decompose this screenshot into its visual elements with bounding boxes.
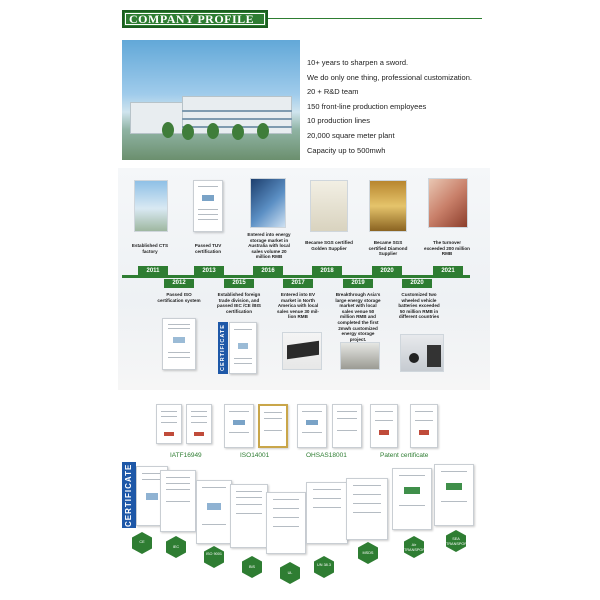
tree bbox=[232, 124, 244, 140]
year-label: 2015 bbox=[224, 279, 254, 288]
year-label: 2018 bbox=[312, 266, 342, 276]
badge-label: CE bbox=[139, 540, 145, 544]
timeline-cert-tuv bbox=[193, 180, 223, 232]
timeline-text: The turnover exceeded 200 million RMB bbox=[424, 240, 470, 257]
timeline-text: Breakthrough Asia's large energy storage market with local sales venue 50 million RMB and completed the first 2mwh customized energy storage project. bbox=[335, 292, 381, 342]
timeline-photo-growth bbox=[428, 178, 468, 228]
cert-bis bbox=[230, 484, 268, 548]
certificate-ohsas-1 bbox=[297, 404, 327, 448]
section-header bbox=[122, 10, 482, 28]
certificate-iatf-2 bbox=[186, 404, 212, 444]
building-window-row bbox=[182, 118, 292, 120]
cert-un383 bbox=[306, 482, 348, 544]
certificate-iso14001-1 bbox=[224, 404, 254, 448]
profile-line: Capacity up to 500mwh bbox=[307, 145, 386, 155]
timeline-text: Entered into EV market in North America with local sales venue 30 mil-lion RMB bbox=[277, 292, 319, 320]
profile-line: 10 production lines bbox=[307, 116, 370, 126]
cert-air-transport bbox=[392, 468, 432, 530]
profile-line: We do only one thing, professional customization. bbox=[307, 72, 472, 82]
building-window-row bbox=[182, 110, 292, 112]
tree bbox=[182, 124, 194, 140]
certificate-tag: CERTIFICATE bbox=[122, 462, 136, 528]
timeline-text: Became SGS certified Diamond Supplier bbox=[368, 240, 408, 257]
badge-label: SEA TRANSPORT bbox=[446, 537, 470, 546]
timeline-text: Entered into energy storage market in Australia with local sales volume 20 million RMB bbox=[247, 232, 291, 260]
timeline-text: Established CTS factory bbox=[131, 243, 169, 254]
year-label: 2012 bbox=[164, 279, 194, 288]
profile-line: 10+ years to sharpen a sword. bbox=[307, 58, 409, 67]
certificate-ohsas-2 bbox=[332, 404, 362, 448]
profile-line: 150 front-line production employees bbox=[307, 101, 427, 111]
profile-line: 20,000 square meter plant bbox=[307, 130, 395, 140]
timeline-cert-sgs-diamond bbox=[369, 180, 407, 232]
certificate-label: ISO14001 bbox=[240, 452, 270, 459]
badge-label: UN 38.3 bbox=[317, 563, 331, 567]
certificate-patent-1 bbox=[370, 404, 398, 448]
year-label: 2016 bbox=[253, 266, 283, 276]
timeline-photo-scooter bbox=[400, 334, 444, 372]
page-title: COMPANY PROFILE bbox=[129, 12, 255, 26]
badge-label: IEC bbox=[172, 545, 180, 549]
badge-label: Air TRANSPORT bbox=[404, 543, 428, 552]
timeline-bar bbox=[122, 275, 470, 278]
badge-label: BIS bbox=[248, 565, 256, 569]
timeline-text: Established foreign trade division, and passed IEC /CE /BIS certification bbox=[217, 292, 261, 314]
factory-photo bbox=[122, 40, 300, 160]
badge-label: ISO 9001 bbox=[205, 552, 223, 556]
cert-iec bbox=[160, 470, 196, 532]
year-label: 2021 bbox=[433, 266, 463, 276]
year-label: 2019 bbox=[343, 279, 373, 288]
year-label: 2011 bbox=[138, 266, 168, 276]
cert-msds bbox=[346, 478, 388, 540]
cert-sea-transport bbox=[434, 464, 474, 526]
certificate-tag: CERTIFICATE bbox=[218, 322, 228, 374]
certificate-iso14001-2 bbox=[258, 404, 288, 448]
cert-ul bbox=[266, 492, 306, 554]
badge-label: MSDS bbox=[362, 551, 374, 555]
year-label: 2020 bbox=[372, 266, 402, 276]
timeline-text: Passed TUV certification bbox=[194, 243, 222, 254]
timeline-photo-battery bbox=[282, 332, 322, 370]
timeline-cert-sgs-golden bbox=[310, 180, 348, 232]
year-label: 2017 bbox=[283, 279, 313, 288]
certificate-label: IATF16949 bbox=[170, 452, 202, 459]
timeline-photo-storage bbox=[340, 342, 380, 370]
header-title-box bbox=[122, 10, 268, 28]
timeline-text: Customized two wheeled vehicle batteries exceeded 50 million RMB in different countries bbox=[398, 292, 440, 320]
certificate-label: Patent certificate bbox=[380, 452, 429, 459]
cert-iso9001 bbox=[196, 480, 232, 544]
timeline-cert-iec bbox=[229, 322, 257, 374]
profile-line: 20 + R&D team bbox=[307, 87, 359, 97]
timeline-photo-factory bbox=[134, 180, 168, 232]
tree bbox=[257, 123, 269, 139]
header-divider bbox=[268, 18, 482, 19]
badge-iso9001 bbox=[204, 546, 224, 568]
timeline-text: Became SGS certified Golden Supplier bbox=[305, 240, 353, 251]
timeline-cert-iso bbox=[162, 318, 196, 370]
timeline-photo-energy bbox=[250, 178, 286, 228]
timeline-text: Passed ISO certification system bbox=[157, 292, 201, 303]
certificate-patent-2 bbox=[410, 404, 438, 448]
company-profile-list bbox=[307, 56, 507, 158]
factory-building bbox=[130, 102, 190, 134]
tree bbox=[207, 123, 219, 139]
tree bbox=[162, 122, 174, 138]
year-label: 2020 bbox=[402, 279, 432, 288]
certificate-label: OHSAS18001 bbox=[306, 452, 347, 459]
year-label: 2013 bbox=[194, 266, 224, 276]
certificate-iatf-1 bbox=[156, 404, 182, 444]
badge-label: UL bbox=[287, 571, 293, 575]
